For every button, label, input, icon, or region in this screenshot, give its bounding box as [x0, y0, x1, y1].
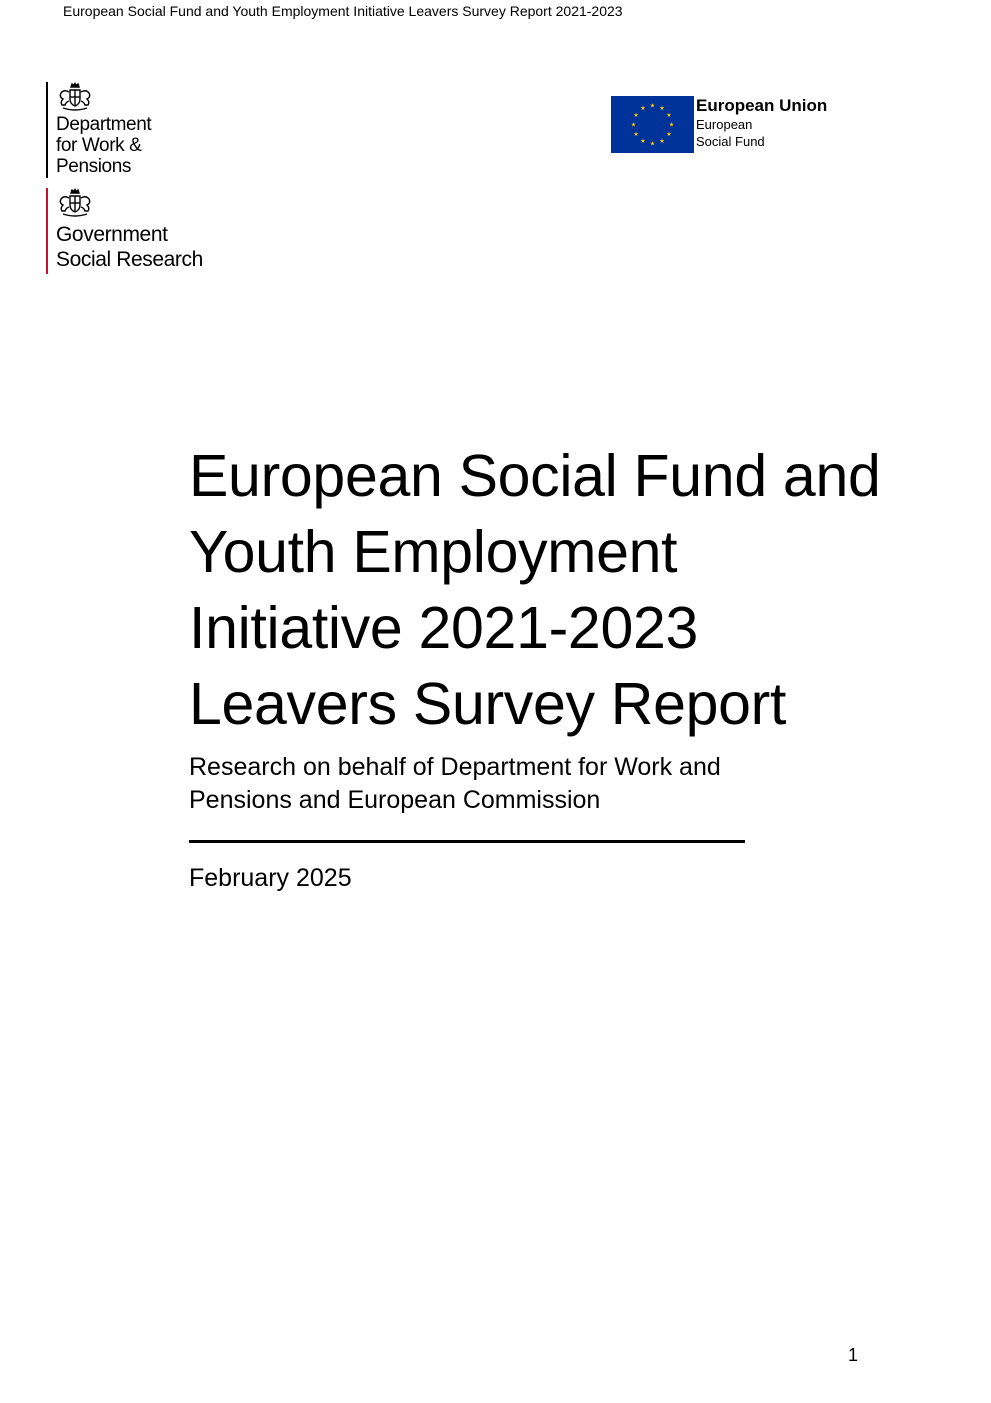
document-subtitle: Research on behalf of Department for Work and Pensions and European Commission	[189, 753, 721, 814]
royal-coat-of-arms-icon	[56, 82, 94, 112]
dwp-logo-text: Department for Work & Pensions	[56, 114, 152, 177]
page-number: 1	[848, 1345, 859, 1365]
gsr-logo-text: Government Social Research	[56, 223, 203, 271]
eu-logo-text	[696, 96, 827, 150]
dwp-logo	[46, 82, 151, 178]
publication-date: February 2025	[189, 864, 352, 892]
royal-coat-of-arms-icon	[56, 188, 94, 218]
gsr-logo	[46, 188, 203, 274]
eu-logo-title: European Union	[696, 96, 828, 115]
eu-flag-icon	[611, 96, 694, 153]
running-header: European Social Fund and Youth Employment Initiative Leavers Survey Report 2021-2023	[63, 3, 623, 19]
document-title: European Social Fund and Youth Employment Initiative 2021-2023 Leavers Survey Report	[189, 443, 881, 737]
eu-logo	[611, 96, 827, 153]
eu-logo-line1: European	[696, 117, 753, 132]
eu-logo-line2: Social Fund	[696, 134, 765, 149]
title-divider	[189, 840, 745, 843]
